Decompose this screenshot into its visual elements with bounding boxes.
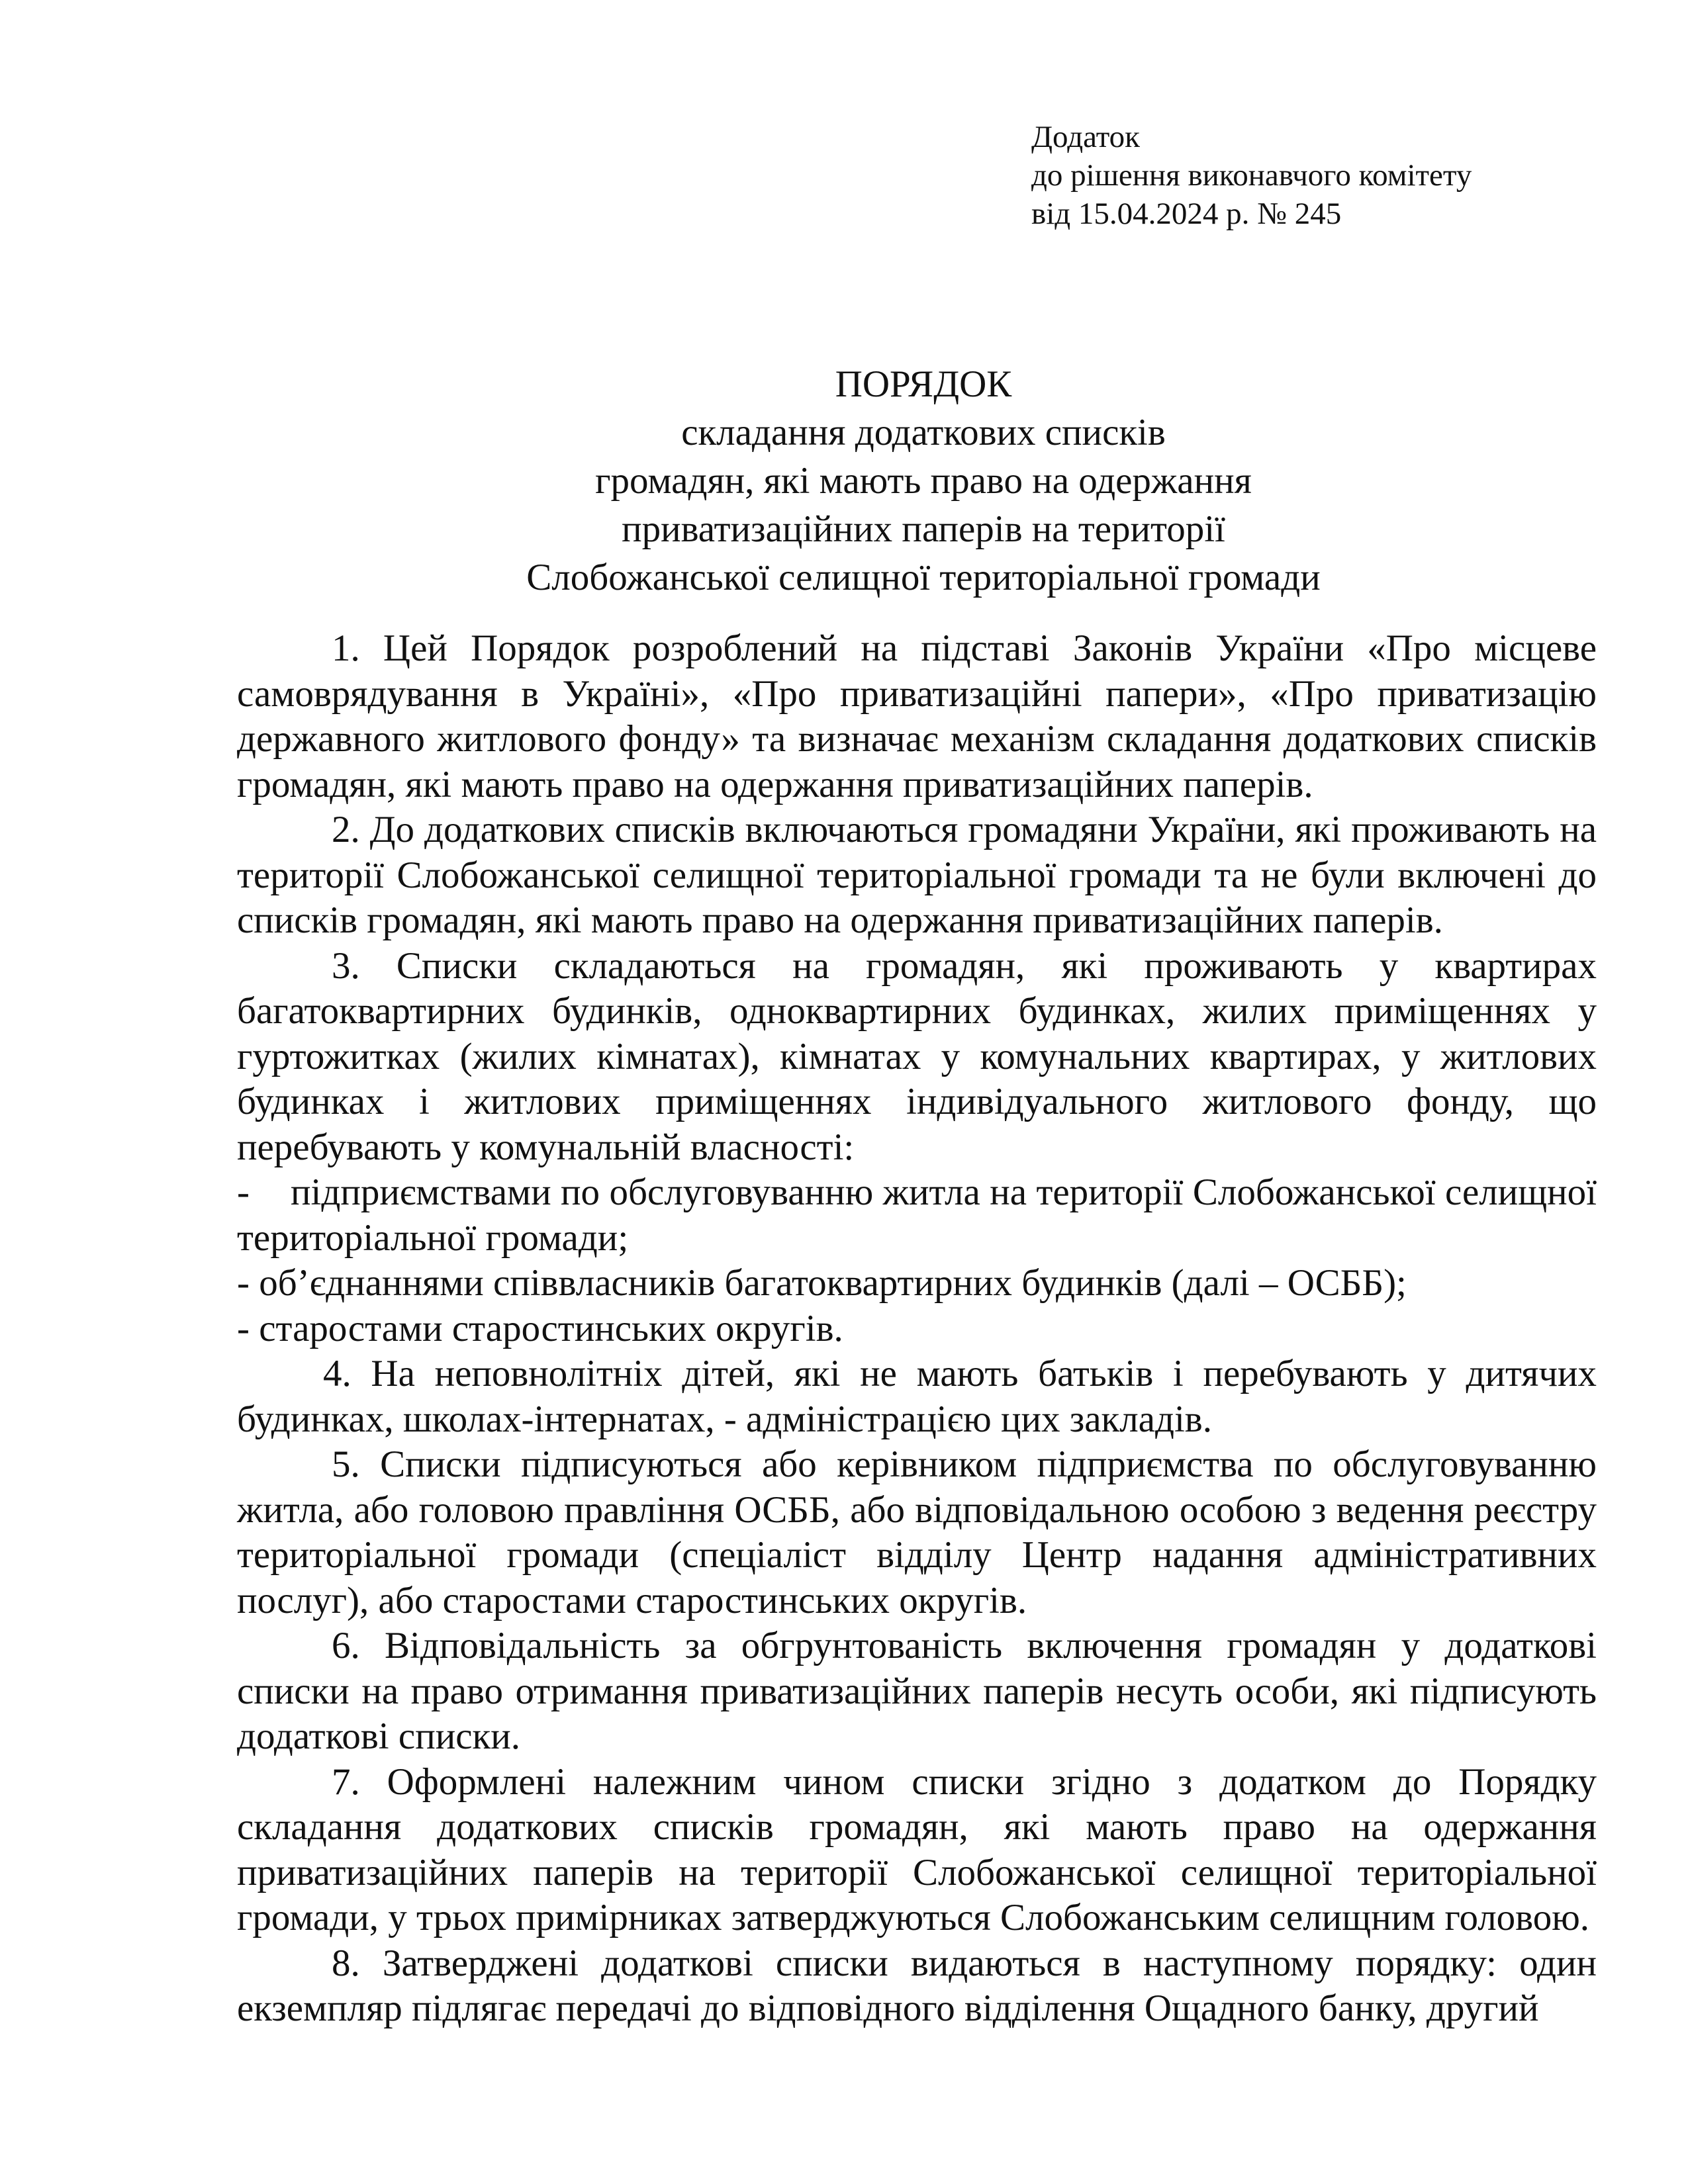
appendix-decision: до рішення виконавчого комітету [1031, 158, 1472, 193]
title-line-1: складання додаткових списків [681, 412, 1166, 453]
paragraph-8: 8. Затверджені додаткові списки видаються в наступному порядку: один екземпляр підлягає передачі до відповідного відділення Ощадного банку, другий [237, 1942, 1597, 2029]
list-item-1-text: підприємствами по обслуговуванню житла на території Слобожанської селищної територіальної громади; [237, 1171, 1597, 1259]
list-item-1 [237, 1170, 1597, 1261]
paragraph-1: 1. Цей Порядок розроблений на підставі Законів України «Про місцеве самоврядування в Україні», «Про приватизаційні папери», «Про приватизацію державного житлового фонду» та визначає механізм складання додаткових списків громадян, які мають право на одержання приватизаційних паперів. [237, 627, 1597, 805]
paragraph-7: 7. Оформлені належним чином списки згідно з додатком до Порядку складання додаткових списків громадян, які мають право на одержання приватизаційних паперів на території Слобожанської селищної територіальної громади, у трьох примірниках затверджуються Слобожанським селищним головою. [237, 1760, 1597, 1938]
document-title [199, 360, 1648, 602]
appendix-note [1031, 118, 1627, 233]
paragraph-2: 2. До додаткових списків включаються громадяни України, які проживають на території Слобожанської селищної територіальної громади та не були включені до списків громадян, які мають право на одержання приватизаційних паперів. [237, 809, 1597, 941]
list-dash: - [237, 1171, 250, 1213]
list-item-3: - старостами старостинських округів. [237, 1307, 843, 1349]
title-line-2: громадян, які мають право на одержання [595, 460, 1252, 502]
title-line-3: приватизаційних паперів на території [622, 508, 1225, 550]
appendix-label: Додаток [1031, 120, 1141, 154]
paragraph-6: 6. Відповідальність за обгрунтованість включення громадян у додаткові списки на право отримання приватизаційних паперів несуть особи, які підписують додаткові списки. [237, 1625, 1597, 1757]
title-line-4: Слобожанської селищної територіальної громади [526, 557, 1321, 598]
paragraph-4: 4. На неповнолітніх дітей, які не мають батьків і перебувають у дитячих будинках, школах-інтернатах, - адміністрацією цих закладів. [237, 1353, 1597, 1440]
document-body [237, 626, 1597, 2032]
title-heading: ПОРЯДОК [835, 363, 1012, 405]
list-item-2: - об’єднаннями співвласників багатоквартирних будинків (далі – ОСББ); [237, 1262, 1407, 1304]
paragraph-3: 3. Списки складаються на громадян, які проживають у квартирах багатоквартирних будинків, одноквартирних будинках, жилих приміщеннях у гуртожитках (жилих кімнатах), кімнатах у комунальних квартирах, у житлових будинках і житлових приміщеннях індивідуального житлового фонду, що перебувають у комунальній власності: [237, 944, 1597, 1168]
appendix-date-number: від 15.04.2024 р. № 245 [1031, 197, 1342, 231]
paragraph-5: 5. Списки підписуються або керівником підприємства по обслуговуванню житла, або головою правління ОСББ, або відповідальною особою з ведення реєстру територіальної громади (спеціаліст відділу Центр надання адміністративних послуг), або старостами старостинських округів. [237, 1443, 1597, 1621]
